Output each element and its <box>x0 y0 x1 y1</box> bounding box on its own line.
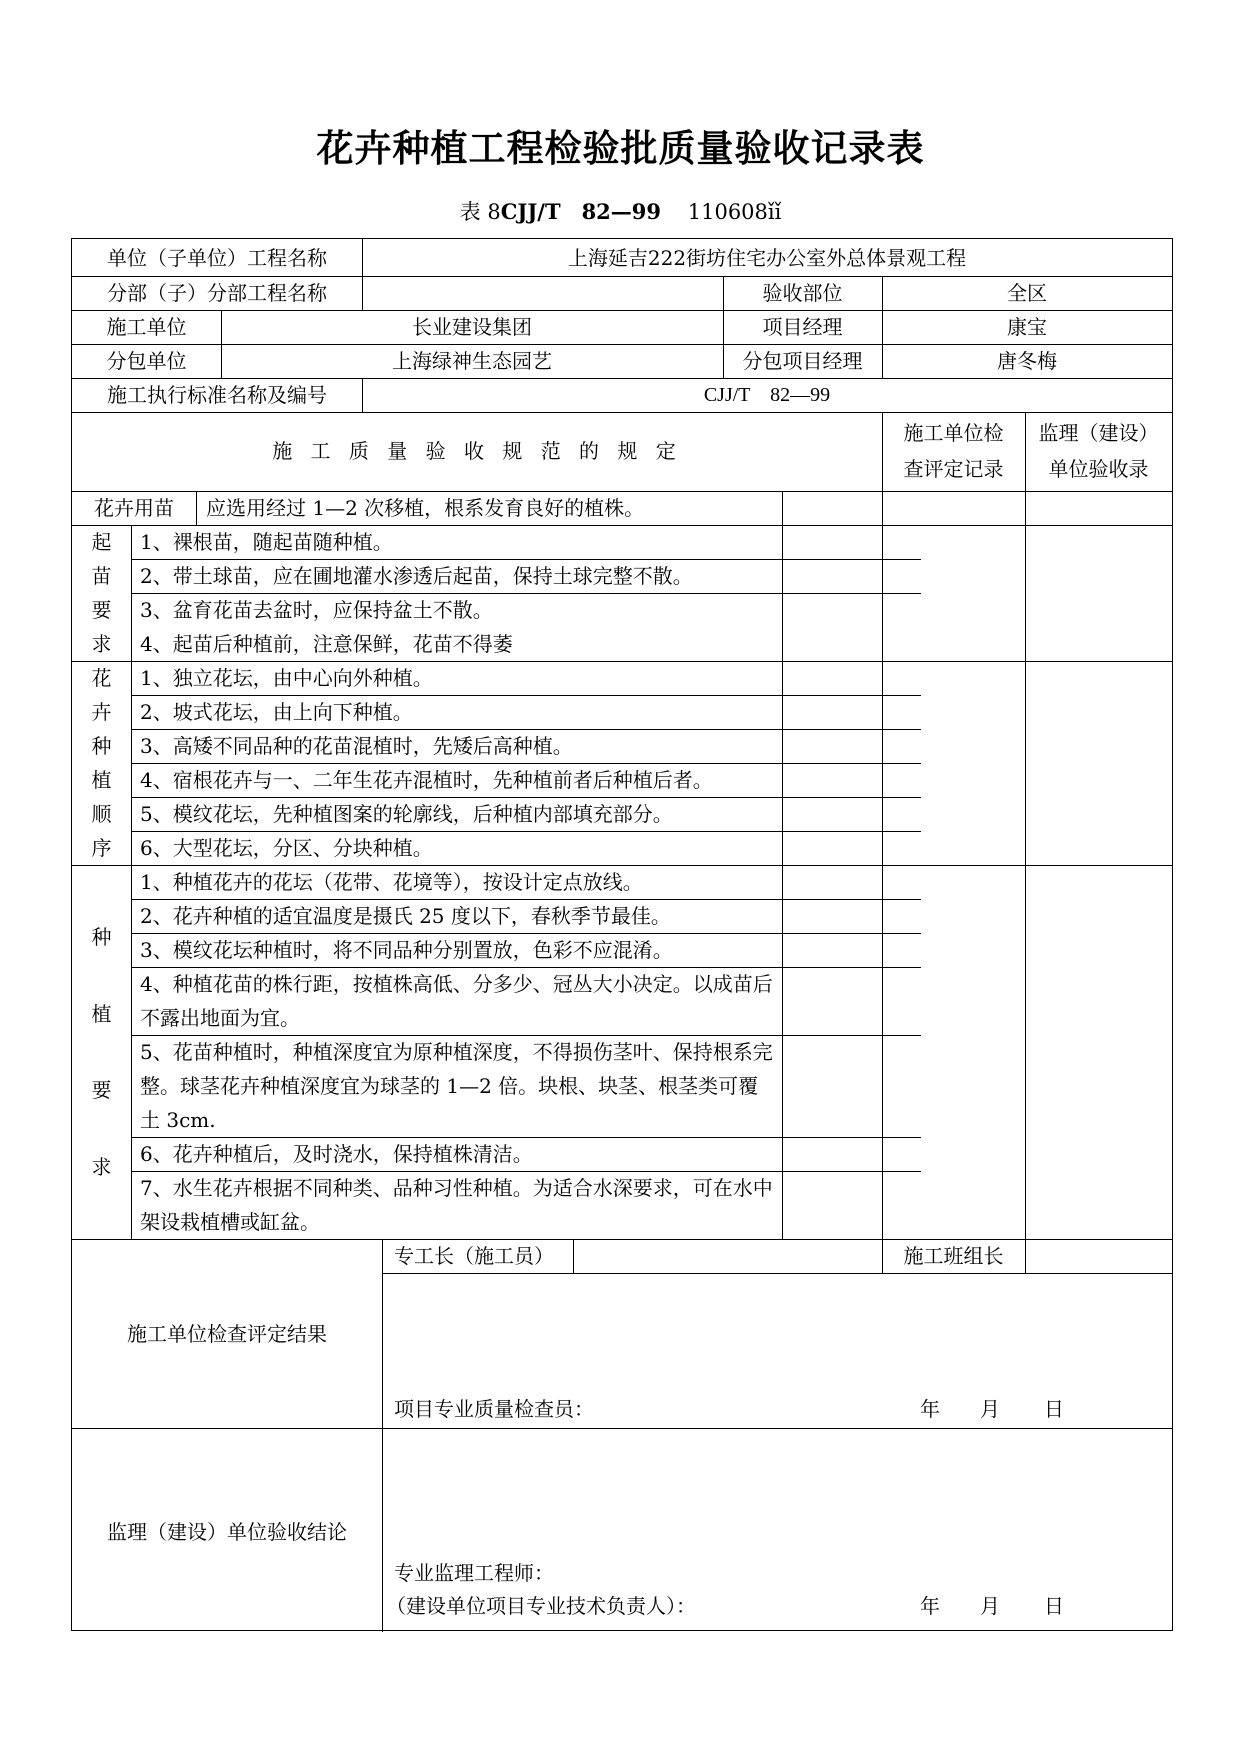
lifting-item: 3、盆育花苗去盆时，应保持盆土不散。 <box>140 598 493 622</box>
form-subtitle <box>0 196 1241 226</box>
subcontractor-label: 分包单位 <box>106 349 187 373</box>
lifting-item: 4、起苗后种植前，注意保鲜，花苗不得萎 <box>140 632 513 656</box>
group-label-char: 植 <box>91 1001 112 1026</box>
col-divider <box>782 491 783 1239</box>
unit-label: 单位（子单位）工程名称 <box>107 246 327 270</box>
group-label-char: 花 <box>91 666 112 690</box>
lifting-item: 1、裸根苗，随起苗随种植。 <box>140 530 393 554</box>
group-label-char: 序 <box>91 836 112 860</box>
col-divider <box>882 491 883 1239</box>
sub-label: 分部（子）分部工程名称 <box>107 281 327 305</box>
part-value[interactable]: 全区 <box>1007 281 1047 305</box>
form-title: 花卉种植工程检验批质量验收记录表 <box>316 126 925 170</box>
planting-item: 5、花苗种植时，种植深度宜为原种植深度，不得损伤茎叶、保持根系完整。球茎花卉种植深度宜为球茎的 1—2 倍。块根、块茎、根茎类可覆土 3cm. <box>140 1040 773 1132</box>
group-label-char: 植 <box>91 768 112 792</box>
planting-item: 2、花卉种植的适宜温度是摄氏 25 度以下，春秋季节最佳。 <box>140 904 671 928</box>
sub-manager-value[interactable]: 唐冬梅 <box>997 349 1057 373</box>
order-item: 1、独立花坛，由中心向外种植。 <box>140 666 433 690</box>
sub-manager-label: 分包项目经理 <box>742 349 863 373</box>
tech-label: （建设单位项目专业技术负责人）： <box>386 1594 696 1618</box>
subcontractor-value[interactable]: 上海绿神生态园艺 <box>392 349 552 373</box>
planting-item: 6、花卉种植后，及时浇水，保持植株清洁。 <box>140 1142 533 1166</box>
group-label-char: 起 <box>91 530 112 554</box>
group-label-char: 种 <box>91 925 112 950</box>
standard-value[interactable]: CJJ/T 82—99 <box>703 384 831 406</box>
supervise-column-header <box>1025 415 1172 487</box>
result-year: 年 <box>920 1397 940 1421</box>
form-code: 110608ǐǐ <box>687 200 782 224</box>
col-divider <box>573 1239 574 1273</box>
check-header-line: 施工单位检 <box>903 421 1004 445</box>
part-label: 验收部位 <box>762 281 843 305</box>
unit-value[interactable]: 上海延吉222街坊住宅办公室外总体景观工程 <box>567 246 967 270</box>
row-divider <box>382 1273 1172 1274</box>
order-item: 2、坡式花坛，由上向下种植。 <box>140 700 413 724</box>
foreman-label: 专工长（施工员） <box>394 1244 554 1268</box>
conclusion-day: 日 <box>1044 1594 1064 1618</box>
group-label-char: 要 <box>91 1078 112 1103</box>
inspection-table <box>71 238 1173 1631</box>
manager-label: 项目经理 <box>762 315 843 339</box>
col-divider <box>382 1239 383 1632</box>
col-divider <box>131 525 132 1239</box>
conclusion-month: 月 <box>980 1594 1000 1618</box>
standard-code: CJJ/T 82—99 <box>500 199 662 224</box>
group-label-char: 种 <box>91 734 112 758</box>
result-day: 日 <box>1044 1397 1064 1421</box>
group-label-char: 苗 <box>91 564 112 588</box>
lifting-item: 2、带土球苗，应在圃地灌水渗透后起苗，保持土球完整不散。 <box>140 564 693 588</box>
group-label-char: 卉 <box>91 700 112 724</box>
col-divider <box>1025 1239 1026 1273</box>
constructor-label: 施工单位 <box>106 315 187 339</box>
seedling-text: 应选用经过 1—2 次移植，根系发育良好的植株。 <box>206 496 645 520</box>
conclusion-year: 年 <box>920 1594 940 1618</box>
group-label-char: 顺 <box>91 802 112 826</box>
row-divider <box>72 412 1172 413</box>
supervise-header-line: 单位验收录 <box>1048 457 1149 481</box>
order-item: 3、高矮不同品种的花苗混植时，先矮后高种植。 <box>140 734 573 758</box>
team-leader-label: 施工班组长 <box>903 1244 1004 1268</box>
order-item: 4、宿根花卉与一、二年生花卉混植时，先种植前者后种植后者。 <box>140 768 713 792</box>
seedling-label: 花卉用苗 <box>94 496 174 520</box>
col-divider <box>196 491 197 525</box>
inspector-label: 项目专业质量检查员： <box>394 1397 594 1421</box>
lifting-group-label <box>72 525 131 661</box>
planting-item: 7、水生花卉根据不同种类、品种习性种植。为适合水深要求，可在水中架设栽植槽或缸盆。 <box>140 1176 773 1234</box>
order-item: 5、模纹花坛，先种植图案的轮廓线，后种植内部填充部分。 <box>140 802 673 826</box>
planting-item: 3、模纹花坛种植时，将不同品种分别置放，色彩不应混淆。 <box>140 938 673 962</box>
result-month: 月 <box>980 1397 1000 1421</box>
result-label: 施工单位检查评定结果 <box>127 1322 327 1346</box>
order-group-label <box>72 661 131 865</box>
planting-group-label <box>72 899 131 1205</box>
check-column-header <box>882 415 1025 487</box>
group-label-char: 求 <box>91 1154 112 1179</box>
constructor-value[interactable]: 长业建设集团 <box>412 315 532 339</box>
order-item: 6、大型花坛，分区、分块种植。 <box>140 836 433 860</box>
planting-item: 1、种植花卉的花坛（花带、花境等），按设计定点放线。 <box>140 870 643 894</box>
row-divider <box>72 1428 1172 1429</box>
conclusion-label: 监理（建设）单位验收结论 <box>107 1520 347 1544</box>
spec-heading: 施 工 质 量 验 收 规 范 的 规 定 <box>272 439 682 463</box>
col-divider <box>362 276 363 310</box>
manager-value[interactable]: 康宝 <box>1007 315 1047 339</box>
standard-label: 施工执行标准名称及编号 <box>107 383 327 407</box>
form-number: 表 8 <box>459 200 501 224</box>
group-label-char: 求 <box>91 632 112 656</box>
supervise-header-line: 监理（建设） <box>1038 421 1159 445</box>
check-header-line: 查评定记录 <box>903 457 1004 481</box>
col-divider <box>1025 491 1026 1239</box>
planting-item: 4、种植花苗的株行距，按植株高低、分多少、冠丛大小决定。以成苗后不露出地面为宜。 <box>140 972 773 1030</box>
engineer-label: 专业监理工程师： <box>394 1561 554 1585</box>
group-label-char: 要 <box>91 598 112 622</box>
